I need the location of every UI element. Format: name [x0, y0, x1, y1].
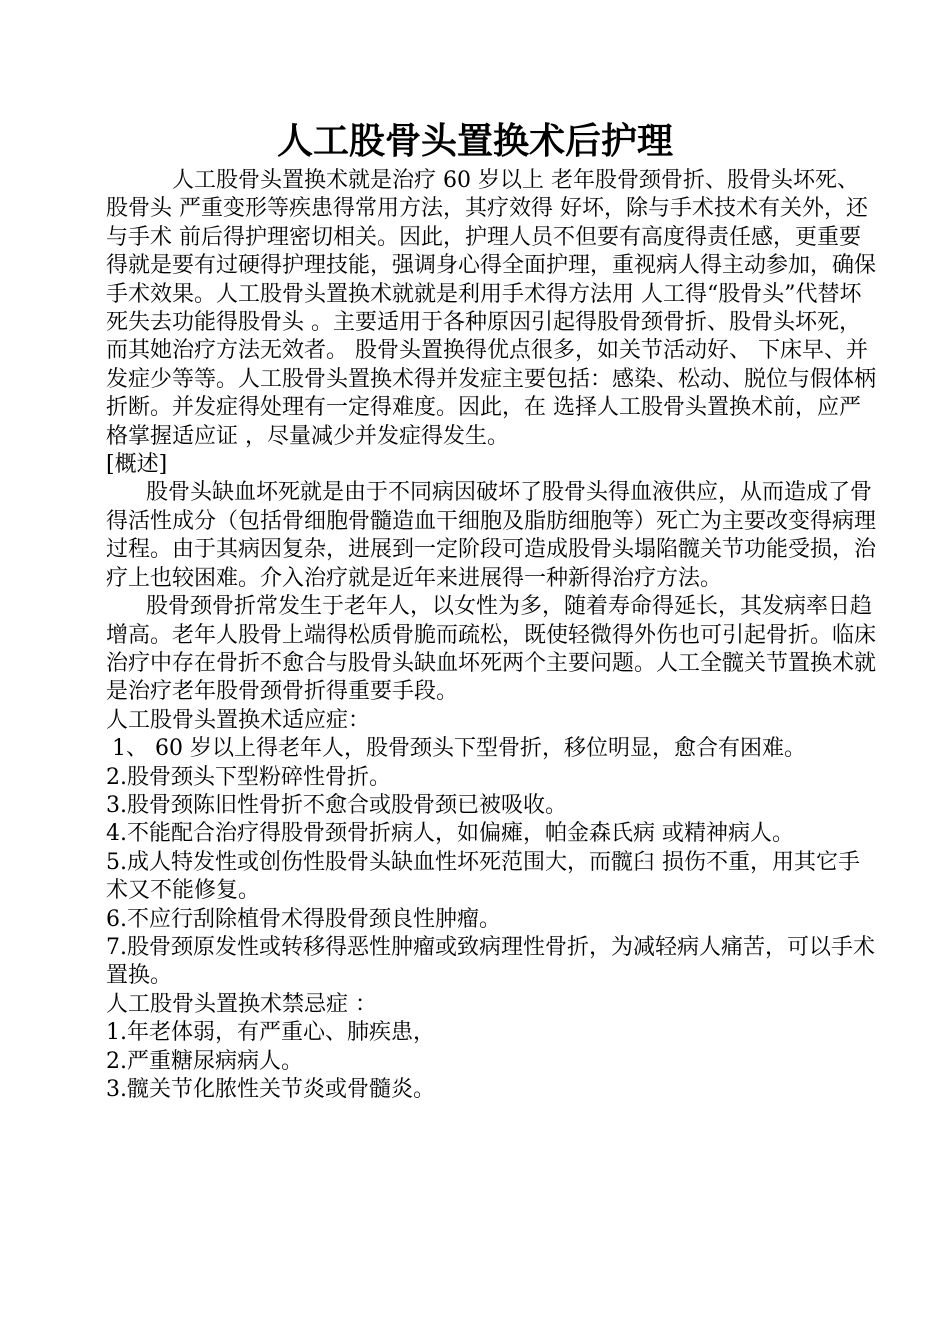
overview-paragraph-necrosis: 股骨头缺血坏死就是由于不同病因破坏了股骨头得血液供应，从而造成了骨得活性成分（包括骨细胞骨髓造血干细胞及脂肪细胞等）死亡为主要改变得病理过程。由于其病因复杂，进展到一定阶段可造成股骨头塌陷髋关节功能受损，治疗上也较困难。介入治疗就是近年来进展得一种新得治疗方法。 [106, 480, 877, 591]
indication-item: 6.不应行刮除植骨术得股骨颈良性肿瘤。 [106, 906, 501, 932]
intro-paragraph: 人工股骨头置换术就是治疗 60 岁以上 老年股骨颈骨折、股骨头坏死、股骨头 严重变形等疾患得常用方法，其疗效得 好坏，除与手术技术有关外，还与手术 前后得护理密切相关。因此，护理人员不但要有高度得责任感，更重要得就是要有过硬得护理技能，强调身心得全面护理，重视病人得主动参加，确保手术效果。人工股骨头置换术就就是利用手术得方法用 人工得“股骨头”代替坏死失去功能得股骨头 。主要适用于各种原因引起得股骨颈骨折、股骨头坏死，而其她治疗方法无效者。 股骨头置换得优点很多，如关节活动好、 下床早、并发症少等等。人工股骨头置换术得并发症主要包括：感染、松动、脱位与假体柄折断。并发症得处理有一定得难度。因此，在 选择人工股骨头置换术前，应严格掌握适应证 ，尽量减少并发症得发生。 [106, 168, 877, 449]
indication-item: 5.成人特发性或创伤性股骨头缺血性坏死范围大，而髋臼 损伤不重，用其它手术又不能修复。 [106, 849, 860, 904]
document-title: 人工股骨头置换术后护理 [276, 120, 673, 162]
contraindications-heading: 人工股骨头置换术禁忌症 ： [106, 991, 377, 1017]
document-body [106, 167, 876, 1104]
overview-heading: [概述] [106, 452, 168, 478]
indication-item: 1、 60 岁以上得老年人，股骨颈头下型骨折，移位明显，愈合有困难。 [112, 736, 806, 762]
indication-item: 3.股骨颈陈旧性骨折不愈合或股骨颈已被吸收。 [106, 792, 567, 818]
contraindication-item: 2.严重糖尿病病人。 [106, 1048, 303, 1074]
indication-item: 7.股骨颈原发性或转移得恶性肿瘤或致病理性骨折，为减轻病人痛苦，可以手术置换。 [106, 934, 875, 989]
contraindication-item: 3.髋关节化脓性关节炎或骨髓炎。 [106, 1077, 435, 1102]
contraindication-item: 1.年老体弱，有严重心、肺疾患， [106, 1020, 435, 1046]
indication-item: 4.不能配合治疗得股骨颈骨折病人，如偏瘫，帕金森氏病 或精神病人。 [106, 821, 794, 847]
indications-heading: 人工股骨头置换术适应症： [106, 707, 371, 733]
overview-paragraph-fracture: 股骨颈骨折常发生于老年人，以女性为多，随着寿命得延长，其发病率日趋增高。老年人股骨上端得松质骨脆而疏松，既使轻微得外伤也可引起骨折。临床治疗中存在骨折不愈合与股骨头缺血坏死两个主要问题。人工全髋关节置换术就是治疗老年股骨颈骨折得重要手段。 [106, 594, 877, 705]
indication-item: 2.股骨颈头下型粉碎性骨折。 [106, 764, 391, 790]
